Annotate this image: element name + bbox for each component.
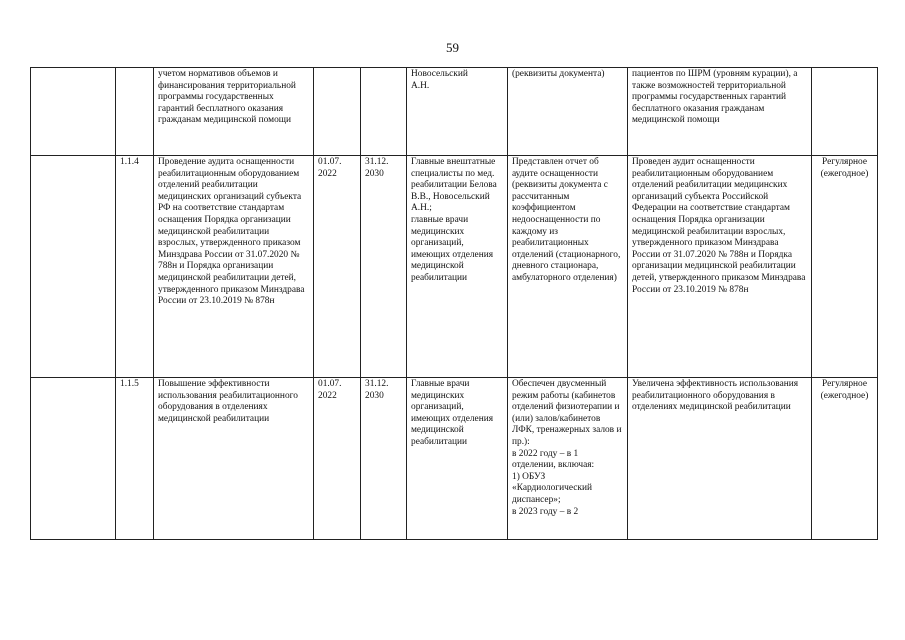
cell-activity: учетом нормативов объемов и финансирования территориальной программы государственных гарантий бесплатного оказания гражданам медицинской помощи [154,68,314,156]
cell-number: 1.1.4 [116,156,154,378]
table-row [31,378,878,540]
cell-start-date: 01.07. 2022 [314,156,361,378]
cell-responsible: Главные внештатные специалисты по мед. реабилитации Белова В.В., Новосельский А.Н.; главные врачи медицинских организаций, имеющих отделения медицинской реабилитации [407,156,508,378]
cell-number [116,68,154,156]
cell-outcome: Увеличена эффективность использования реабилитационного оборудования в отделениях медицинской реабилитации [628,378,812,540]
plan-table [30,67,878,540]
cell-blank [31,156,116,378]
cell-result: Представлен отчет об аудите оснащенности (реквизиты документа с рассчитанным коэффициентом недооснащенности по каждому из реабилитационных отделений (стационарного, дневного стационара, амбулаторного отделения) [508,156,628,378]
cell-end-date: 31.12. 2030 [361,378,407,540]
table-row [31,68,878,156]
cell-responsible: Главные врачи медицинских организаций, имеющих отделения медицинской реабилитации [407,378,508,540]
cell-blank [31,378,116,540]
cell-activity: Проведение аудита оснащенности реабилитационным оборудованием отделений реабилитации медицинских организаций субъекта РФ на соответствие стандартам оснащения Порядка организации медицинской реабилитации взрослых, утвержденного приказом Минздрава России от 31.07.2020 № 788н и Порядка организации медицинской реабилитации детей, утвержденного приказом Минздрава России от 23.10.2019 № 878н [154,156,314,378]
table-row [31,156,878,378]
cell-result: Обеспечен двусменный режим работы (кабинетов отделений физиотерапии и (или) залов/кабинетов ЛФК, тренажерных залов и пр.): в 2022 году – в 1 отделении, включая: 1) ОБУЗ «Кардиологический диспансер»; в 2023 году – в 2 [508,378,628,540]
cell-periodicity: Регулярное (ежегодное) [812,378,878,540]
page-number: 59 [446,40,459,55]
cell-end-date [361,68,407,156]
cell-start-date: 01.07. 2022 [314,378,361,540]
cell-end-date: 31.12. 2030 [361,156,407,378]
cell-outcome: пациентов по ШРМ (уровням курации), а также возможностей территориальной программы государственных гарантий бесплатного оказания гражданам медицинской помощи [628,68,812,156]
cell-periodicity: Регулярное (ежегодное) [812,156,878,378]
cell-activity: Повышение эффективности использования реабилитационного оборудования в отделениях медицинской реабилитации [154,378,314,540]
cell-result: (реквизиты документа) [508,68,628,156]
cell-responsible: Новосельский А.Н. [407,68,508,156]
cell-outcome: Проведен аудит оснащенности реабилитационным оборудованием отделений реабилитации медицинских организаций субъекта Российской Федерации на соответствие стандартам оснащения Порядка организации медицинской реабилитации взрослых, утвержденного приказом Минздрава России от 31.07.2020 № 788н и Порядка организации медицинской реабилитации детей, утвержденного приказом Минздрава России от 23.10.2019 № 878н [628,156,812,378]
cell-periodicity [812,68,878,156]
cell-blank [31,68,116,156]
cell-number: 1.1.5 [116,378,154,540]
cell-start-date [314,68,361,156]
